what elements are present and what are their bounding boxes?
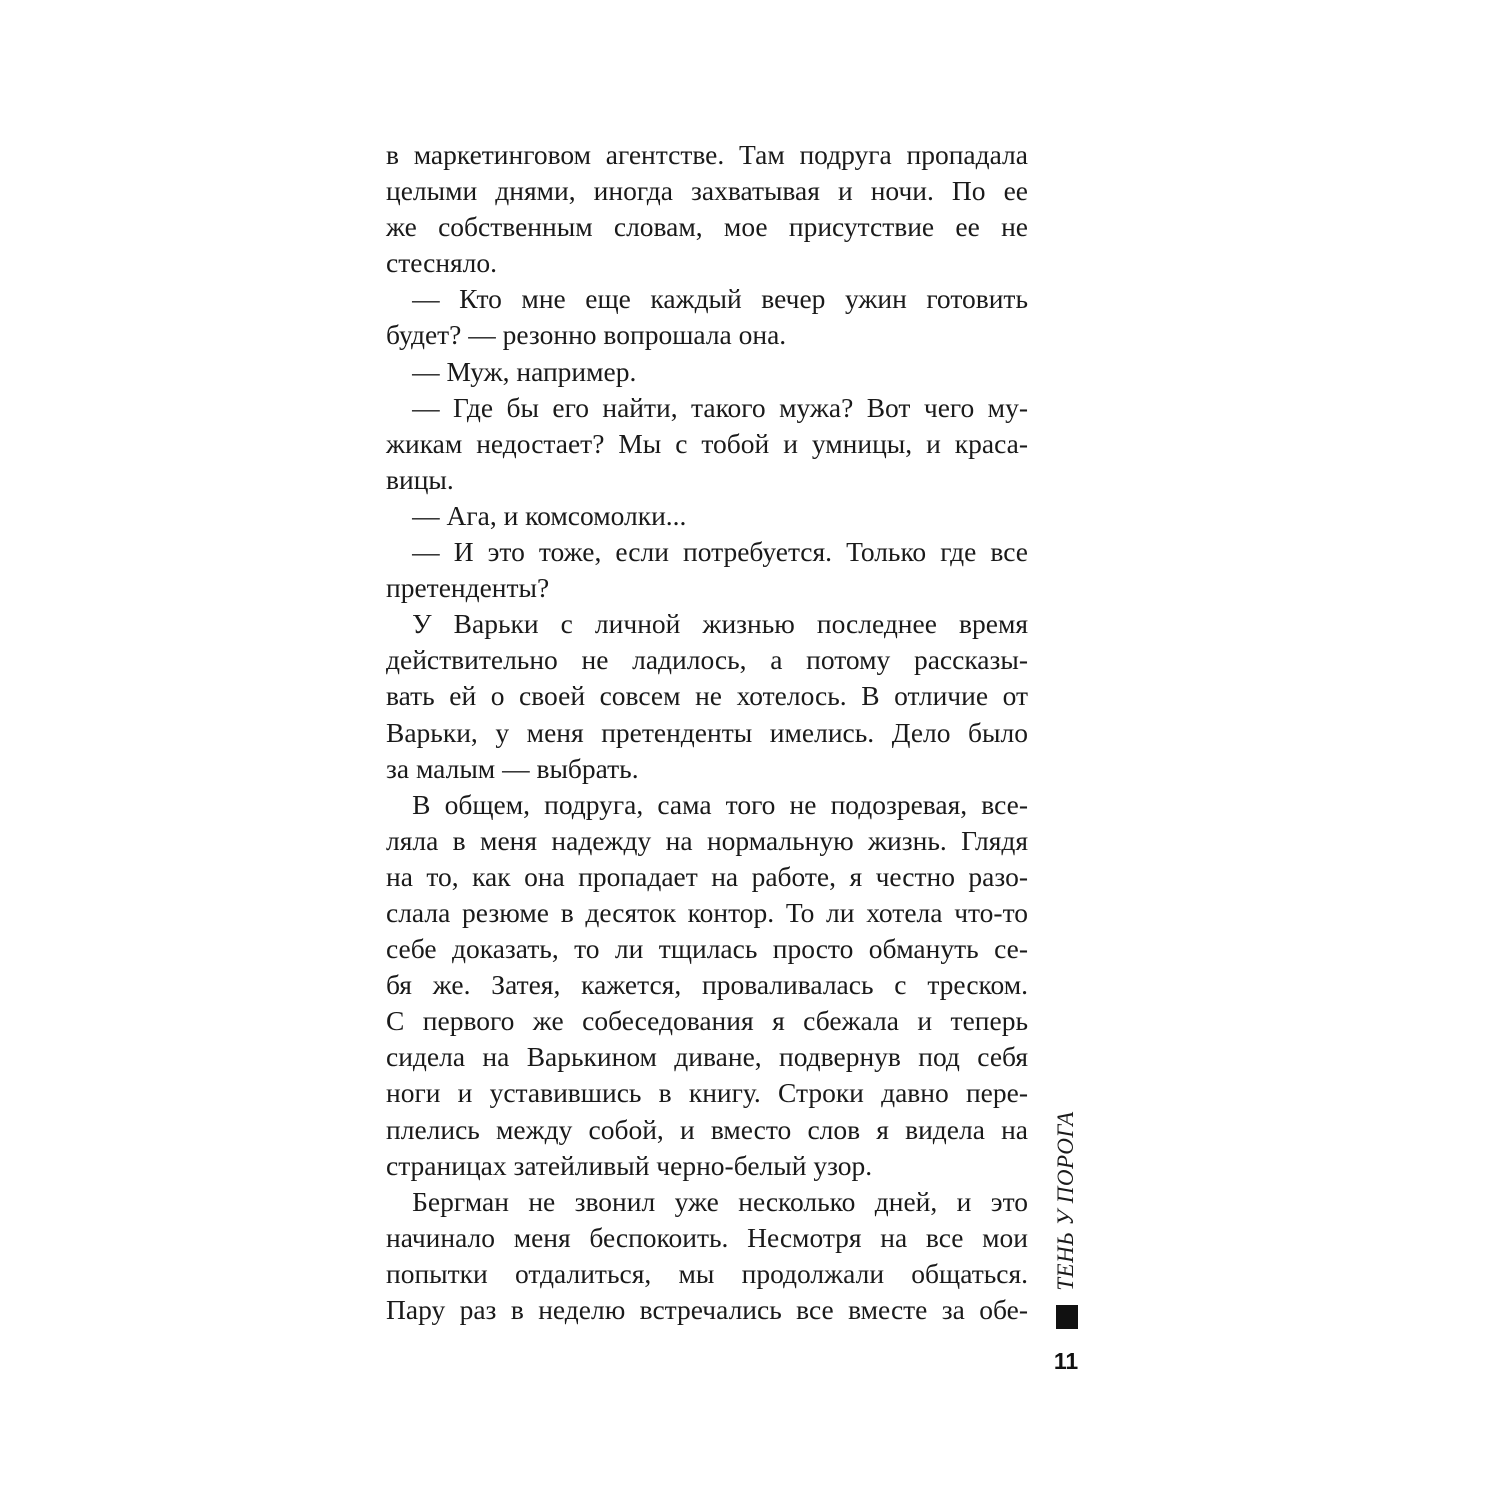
text-line: — Муж, например.: [412, 355, 637, 387]
text-line: сидела на Варькином диване, подвернув под себя: [386, 1041, 1028, 1073]
text-line: — Ага, и комсомолки...: [412, 499, 687, 531]
running-head-title-block: [1052, 1108, 1080, 1294]
text-line: бя же. Затея, кажется, проваливалась с треском.: [386, 969, 1028, 1001]
text-line: плелись между собой, и вместо слов я видела на: [386, 1113, 1028, 1145]
text-line: У Варьки с личной жизнью последнее время: [412, 608, 1028, 640]
text-line: будет? — резонно вопрошала она.: [386, 319, 787, 351]
text-line: себе доказать, то ли тщилась просто обмануть се-: [386, 933, 1028, 965]
text-line: ноги и уставившись в книгу. Строки давно пере-: [386, 1077, 1028, 1109]
text-line: — И это тоже, если потребуется. Только где все: [412, 536, 1028, 568]
page-number: 11: [1053, 1348, 1079, 1374]
body-text: [386, 137, 1028, 1328]
text-line: Бергман не звонил уже несколько дней, и это: [412, 1185, 1028, 1217]
text-line: жикам недостает? Мы с тобой и умницы, и краса-: [386, 427, 1028, 459]
text-line: претенденты?: [386, 572, 550, 604]
text-line: Пару раз в неделю встречались все вместе за обе-: [386, 1294, 1028, 1325]
text-line: Варьки, у меня претенденты имелись. Дело было: [386, 716, 1028, 748]
text-line: слала резюме в десяток контор. То ли хотела что-то: [386, 896, 1028, 928]
running-head-marker: [1056, 1305, 1078, 1329]
text-line: стесняло.: [386, 247, 498, 279]
text-line: В общем, подруга, сама того не подозревая, все-: [412, 788, 1028, 820]
text-line: на то, как она пропадает на работе, я честно разо-: [386, 860, 1028, 892]
text-line: страницах затейливый черно-белый узор.: [386, 1149, 873, 1181]
text-line: за малым — выбрать.: [386, 752, 639, 784]
text-line: ляла в меня надежду на нормальную жизнь. Глядя: [386, 824, 1028, 856]
text-line: вать ей о своей совсем не хотелось. В отличие от: [386, 680, 1028, 712]
text-line: действительно не ладилось, а потому рассказы-: [386, 644, 1028, 676]
text-line: — Где бы его найти, такого мужа? Вот чего му-: [412, 391, 1028, 423]
running-head-title: ТЕНЬ У ПОРОГА: [1053, 1111, 1078, 1291]
text-line: начинало меня беспокоить. Несмотря на все мои: [386, 1221, 1028, 1253]
text-line: в маркетинговом агентстве. Там подруга пропадала: [386, 139, 1028, 170]
text-line: — Кто мне еще каждый вечер ужин готовить: [412, 283, 1028, 315]
text-line: целыми днями, иногда захватывая и ночи. По ее: [386, 175, 1028, 207]
text-line: С первого же собеседования я сбежала и теперь: [386, 1005, 1028, 1037]
text-line: же собственным словам, мое присутствие ее не: [386, 211, 1028, 243]
text-line: вицы.: [386, 463, 454, 495]
text-line: попытки отдалиться, мы продолжали общаться.: [386, 1257, 1028, 1289]
